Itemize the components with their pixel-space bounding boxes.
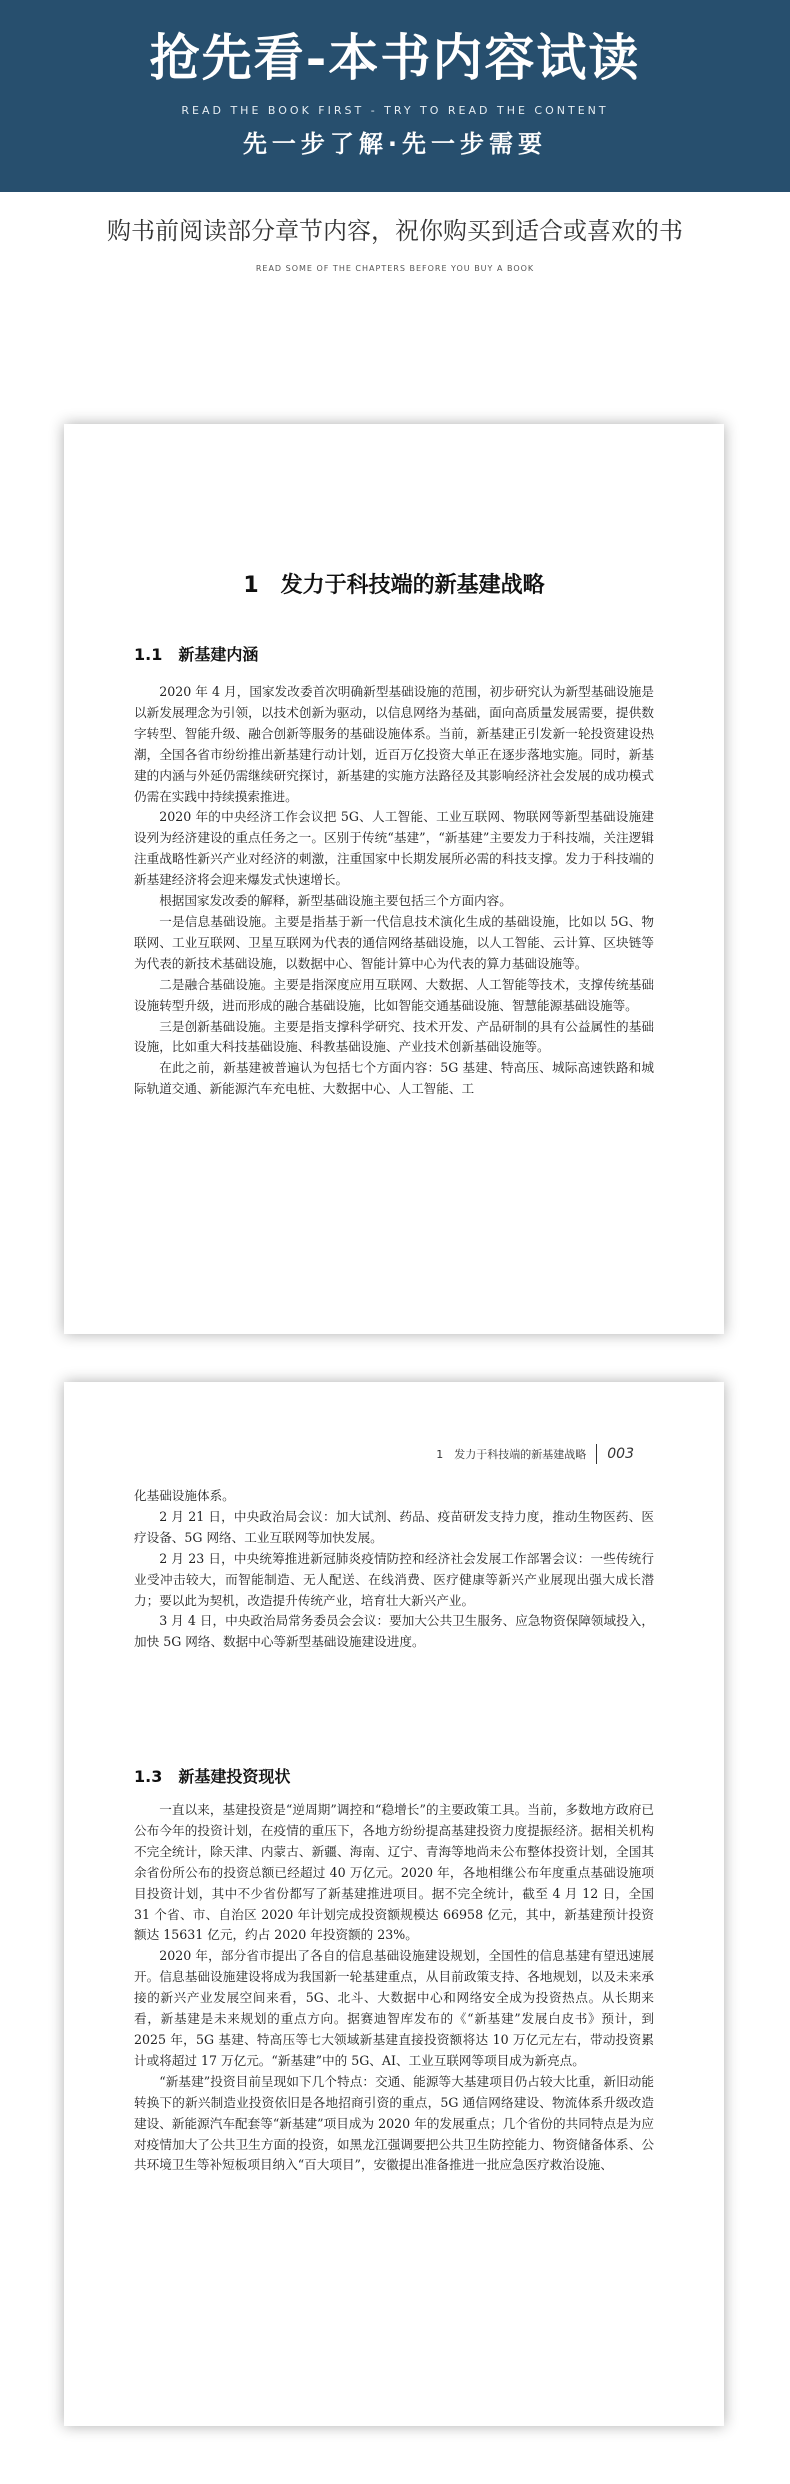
paragraph: 2020 年 4 月，国家发改委首次明确新型基础设施的范围，初步研究认为新型基础设施是以新发展理念为引领，以技术创新为驱动，以信息网络为基础，面向高质量发展需要，提供数字转型、智能升级、融合创新等服务的基础设施体系。当前，新基建正引发新一轮投资建设热潮，全国各省市纷纷推出新基建行动计划，近百万亿投资大单正在逐步落地实施。同时，新基建的内涵与外延仍需继续研究探讨，新基建的实施方法路径及其影响经济社会发展的成功模式仍需在实践中持续摸索推进。	[134, 684, 654, 804]
paragraph: 三是创新基础设施。主要是指支撑科学研究、技术开发、产品研制的具有公益属性的基础设施，比如重大科技基础设施、科教基础设施、产业技术创新基础设施等。	[134, 1018, 654, 1055]
paragraph: 2020 年的中央经济工作会议把 5G、人工智能、工业互联网、物联网等新型基础设施建设列为经济建设的重点任务之一。区别于传统“基建”，“新基建”主要发力于科技端，关注逻辑注重战略性新兴产业对经济的刺激，注重国家中长期发展所必需的科技支撑。发力于科技端的新基建经济将会迎来爆发式快速增长。	[134, 809, 654, 888]
paragraph: 一直以来，基建投资是“逆周期”调控和“稳增长”的主要政策工具。当前，多数地方政府已公布今年的投资计划，在疫情的重压下，各地方纷纷提高基建投资力度提振经济。据相关机构不完全统计，除天津、内蒙古、新疆、海南、辽宁、青海等地尚未公布整体投资计划，全国其余省份所公布的投资总额已经超过 40 万亿元。2020 年，各地相继公布年度重点基础设施项目投资计划，其中不少省份都写了新基建推进项目。据不完全统计，截至 4 月 12 日，全国 31 个省、市、自治区 2020 年计划完成投资额规模达 66958 亿元，其中，新基建预计投资额达 15631 亿元，约占 2020 年投资额的 23%。	[134, 1802, 654, 1943]
paragraph: 2 月 21 日，中央政治局会议：加大试剂、药品、疫苗研发支持力度，推动生物医药、医疗设备、5G 网络、工业互联网等加快发展。	[134, 1508, 654, 1545]
paragraph: “新基建”投资目前呈现如下几个特点：交通、能源等大基建项目仍占较大比重，新旧动能转换下的新兴制造业投资依旧是各地招商引资的重点，5G 通信网络建设、物流体系升级改造建设、新能源汽车配套等“新基建”项目成为 2020 年的发展重点；几个省份的共同特点是为应对疫情加大了公共卫生方面的投资，如黑龙江强调要把公共卫生防控能力、物资储备体系、公共环境卫生等补短板项目纳入“百大项目”，安徽提出准备推进一批应急医疗救治设施、	[134, 2073, 654, 2173]
paragraph: 根据国家发改委的解释，新型基础设施主要包括三个方面内容。	[159, 893, 512, 909]
intro-text: 购书前阅读部分章节内容，祝你购买到适合或喜欢的书	[107, 217, 683, 245]
page2-body-bottom	[134, 1800, 654, 2176]
chapter-title: 1 发力于科技端的新基建战略	[243, 573, 545, 598]
running-head-title: 1 发力于科技端的新基建战略	[436, 1448, 587, 1461]
paragraph: 2020 年，部分省市提出了各自的信息基础设施建设规划，全国性的信息基建有望迅速展开。信息基础设施建设将成为我国新一轮基建重点，从目前政策支持、各地规划，以及未来承接的新兴产业发展空间来看，5G、北斗、大数据中心和网络安全成为投资热点。从长期来看，新基建是未来规划的重点方向。据赛迪智库发布的《“新基建”发展白皮书》预计，到 2025 年，5G 基建、特高压等七大领域新基建直接投资额将达 10 万亿元左右，带动投资累计或将超过 17 万亿元。“新基建”中的 5G、AI、工业互联网等项目成为新亮点。	[134, 1948, 654, 2068]
banner-title: 抢先看-本书内容试读	[149, 28, 641, 87]
paragraph-continuation: 化基础设施体系。	[134, 1488, 235, 1503]
banner-subtitle-en: READ THE BOOK FIRST - TRY TO READ THE CONTENT	[181, 104, 609, 117]
page-number: 003	[596, 1444, 634, 1464]
book-page-1	[64, 424, 724, 1334]
paragraph: 一是信息基础设施。主要是指基于新一代信息技术演化生成的基础设施，比如以 5G、物联网、工业互联网、卫星互联网为代表的通信网络基础设施，以人工智能、云计算、区块链等为代表的新技术基础设施，以数据中心、智能计算中心为代表的算力基础设施等。	[134, 913, 654, 971]
book-page-2	[64, 1382, 724, 2426]
section-title-1-1: 1.1 新基建内涵	[134, 645, 259, 664]
banner	[0, 0, 790, 192]
page1-body	[134, 682, 654, 1100]
banner-slogan: 先一步了解·先一步需要	[242, 130, 548, 158]
intro-text-en: READ SOME OF THE CHAPTERS BEFORE YOU BUY A BOOK	[255, 264, 535, 273]
paragraph: 3 月 4 日，中央政治局常务委员会会议：要加大公共卫生服务、应急物资保障领域投入，加快 5G 网络、数据中心等新型基础设施建设进度。	[134, 1613, 654, 1650]
paragraph: 二是融合基础设施。主要是指深度应用互联网、大数据、人工智能等技术，支撑传统基础设施转型升级，进而形成的融合基础设施，比如智能交通基础设施、智慧能源基础设施等。	[134, 976, 654, 1013]
section-title-1-3: 1.3 新基建投资现状	[134, 1767, 291, 1786]
running-head	[436, 1444, 634, 1465]
paragraph: 2 月 23 日，中央统筹推进新冠肺炎疫情防控和经济社会发展工作部署会议：一些传统行业受冲击较大，而智能制造、无人配送、在线消费、医疗健康等新兴产业展现出强大成长潜力；要以此为契机，改造提升传统产业，培育壮大新兴产业。	[134, 1550, 654, 1608]
page2-body-top	[134, 1486, 654, 1653]
paragraph: 在此之前，新基建被普遍认为包括七个方面内容：5G 基建、特高压、城际高速铁路和城际轨道交通、新能源汽车充电桩、大数据中心、人工智能、工	[134, 1060, 654, 1097]
